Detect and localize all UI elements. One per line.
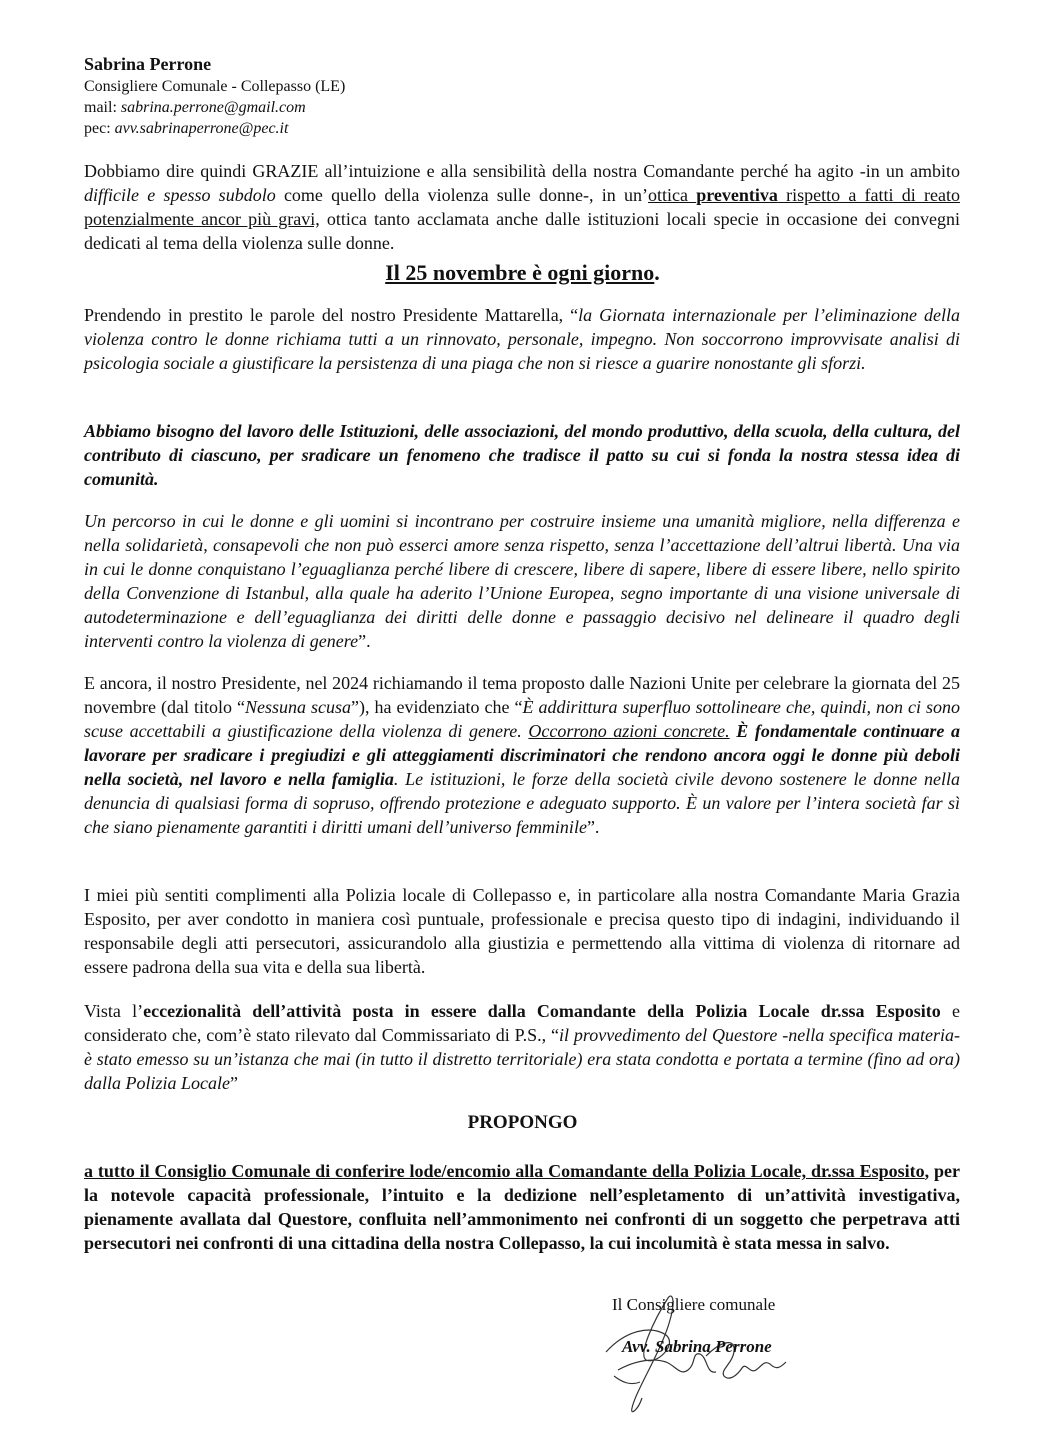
paragraph-bold-quote: Abbiamo bisogno del lavoro delle Istituzioni, delle associazioni, del mondo produttivo, della scuola, della cultura, del contributo di ciascuno, per sradicare un fenomeno che tradisce il patto su cui si fonda la nostra stessa idea di comunità. <box>84 421 960 489</box>
p5-text-f: È fondamentale continuare a lavorare per sradicare i pregiudizi e gli atteggiamenti discriminatori che rendono ancora oggi le donne più deboli nella società, nel lavoro e nella famiglia <box>84 721 960 789</box>
paragraph-gratitude <box>84 159 960 255</box>
mail-value: sabrina.perrone@gmail.com <box>120 99 306 116</box>
title-text: Il 25 novembre è ogni giorno <box>385 260 655 285</box>
p1-text-f: rispetto a fatti di reato potenzialmente ancor più gravi, <box>84 185 960 229</box>
pec-label: pec: <box>84 120 115 137</box>
p2-text-a: Prendendo in prestito le parole del nostro Presidente Mattarella, “ <box>84 305 579 325</box>
p5-text-d: È addirittura superfluo sottolineare che, quindi, non ci sono scuse accettabili a giustificazione della violenza di genere. <box>84 697 960 741</box>
p5-text-b: Nessuna scusa <box>245 697 352 717</box>
p2-text-b: la Giornata internazionale per l’eliminazione della violenza contro le donne richiama tutti a un rinnovato, personale, impegno. Non soccorrono improvvisate analisi di psicologia sociale a giustificare la persistenza di una piaga che non si riesce a guarire nonostante gli sforzi. <box>84 305 961 373</box>
p5-text-c: ”), ha evidenziato che “ <box>351 697 523 717</box>
author-pec <box>84 118 345 139</box>
p1-text-e: preventiva <box>696 185 778 205</box>
p8-text-b: , per la notevole capacità professionale, l’intuito e la dedizione nell’espletamento di un’attività investigativa, pienamente avallata dal Questore, confluita nell’ammonimento nei confronti di un soggetto che perpetrava atti persecutori nei confronti di una cittadina della nostra Collepasso, la cui incolumità è stata messa in salvo. <box>84 1161 960 1253</box>
author-name: Sabrina Perrone <box>84 54 212 74</box>
p4-text-a: Un percorso in cui le donne e gli uomini si incontrano per costruire insieme una umanità migliore, nella differenza e nella solidarietà, consapevoli che non può esserci amore senza rispetto, senza l’accettazione dell’altrui libertà. Una via in cui le donne conquistano l’eguaglianza perché libere di crescere, libere di sapere, libere di essere libere, nello spirito della Convenzione di Istanbul, alla quale ha aderito l’Unione Europea, segno importante di una visione universale di autodeterminazione e dell’eguaglianza dei diritti delle donne e passaggio decisivo nel delineare il quadro degli interventi contro la violenza di genere <box>84 511 960 651</box>
paragraph-mattarella-quote <box>84 303 960 375</box>
p1-text-c: come quello della violenza sulle donne-, in un’ <box>275 185 648 205</box>
p4-text-b: ”. <box>358 631 371 651</box>
mail-label: mail: <box>84 99 121 116</box>
paragraph-2024-quote <box>84 671 960 839</box>
signature-title: Il Consigliere comunale <box>612 1295 776 1314</box>
title-dot: . <box>654 260 660 285</box>
p1-text-g: ottica tanto acclamata anche dalle istituzioni locali specie in occasione dei convegni dedicati al tema della violenza sulle donne. <box>84 209 960 253</box>
p7-text-a: Vista l’ <box>84 1001 144 1021</box>
p7-text-d: il provvedimento del Questore -nella specifica materia- è stato emesso su un’istanza che mai (in tutto il distretto territoriale) era stata condotta e portata a termine (fino ad ora) dalla Polizia Locale <box>84 1025 960 1093</box>
p1-text-b: difficile e spesso subdolo <box>84 185 276 205</box>
p5-text-g: . Le istituzioni, le forze della società civile devono sostenere le donne nella denuncia di qualsiasi forma di sopruso, offrendo protezione e adeguato supporto. È un valore per l’intera società far sì che siano pienamente garantiti i diritti umani dell’universo femminile <box>84 769 960 837</box>
p1-text-d: ottica <box>647 185 697 205</box>
p7-text-b: eccezionalità dell’attività posta in essere dalla Comandante della Polizia Locale dr.ssa Esposito <box>143 1001 941 1021</box>
p8-text-a: a tutto il Consiglio Comunale di conferire lode/encomio alla Comandante della Polizia Locale, dr.ssa Esposito <box>84 1161 925 1181</box>
paragraph-compliments: I miei più sentiti complimenti alla Polizia locale di Collepasso e, in particolare alla nostra Comandante Maria Grazia Esposito, per aver condotto in maniera così puntuale, professionale e precisa questo tipo di indagini, individuando il responsabile degli atti persecutori, assicurandolo alla giustizia e permettendo alla vittima di violenza di ritornare ad essere padrona della sua vita e della sua libertà. <box>84 885 960 977</box>
section-title <box>0 259 1045 287</box>
pec-value: avv.sabrinaperrone@pec.it <box>114 120 289 137</box>
p7-text-e: ” <box>230 1073 238 1093</box>
paragraph-proposal <box>84 1159 960 1255</box>
author-mail <box>84 97 345 118</box>
p5-text-a: E ancora, il nostro Presidente, nel 2024 richiamando il tema proposto dalle Nazioni Unite per celebrare la giornata del 25 novembre (dal titolo “ <box>84 673 960 717</box>
p5-text-e: Occorrono azioni concrete. <box>528 721 730 741</box>
p7-text-c: e considerato che, com’è stato rilevato dal Commissariato di P.S., “ <box>84 1001 960 1045</box>
letter-header <box>84 52 345 139</box>
p1-text-a: Dobbiamo dire quindi GRAZIE all’intuizione e alla sensibilità della nostra Comandante perché ha agito -in un ambito <box>84 161 960 181</box>
p5-text-h: ”. <box>586 817 600 837</box>
signature-name: Avv. Sabrina Perrone <box>622 1337 772 1356</box>
paragraph-percorso <box>84 509 960 653</box>
propongo-heading: PROPONGO <box>467 1112 578 1133</box>
author-role: Consigliere Comunale - Collepasso (LE) <box>84 78 346 95</box>
paragraph-vista <box>84 999 960 1095</box>
